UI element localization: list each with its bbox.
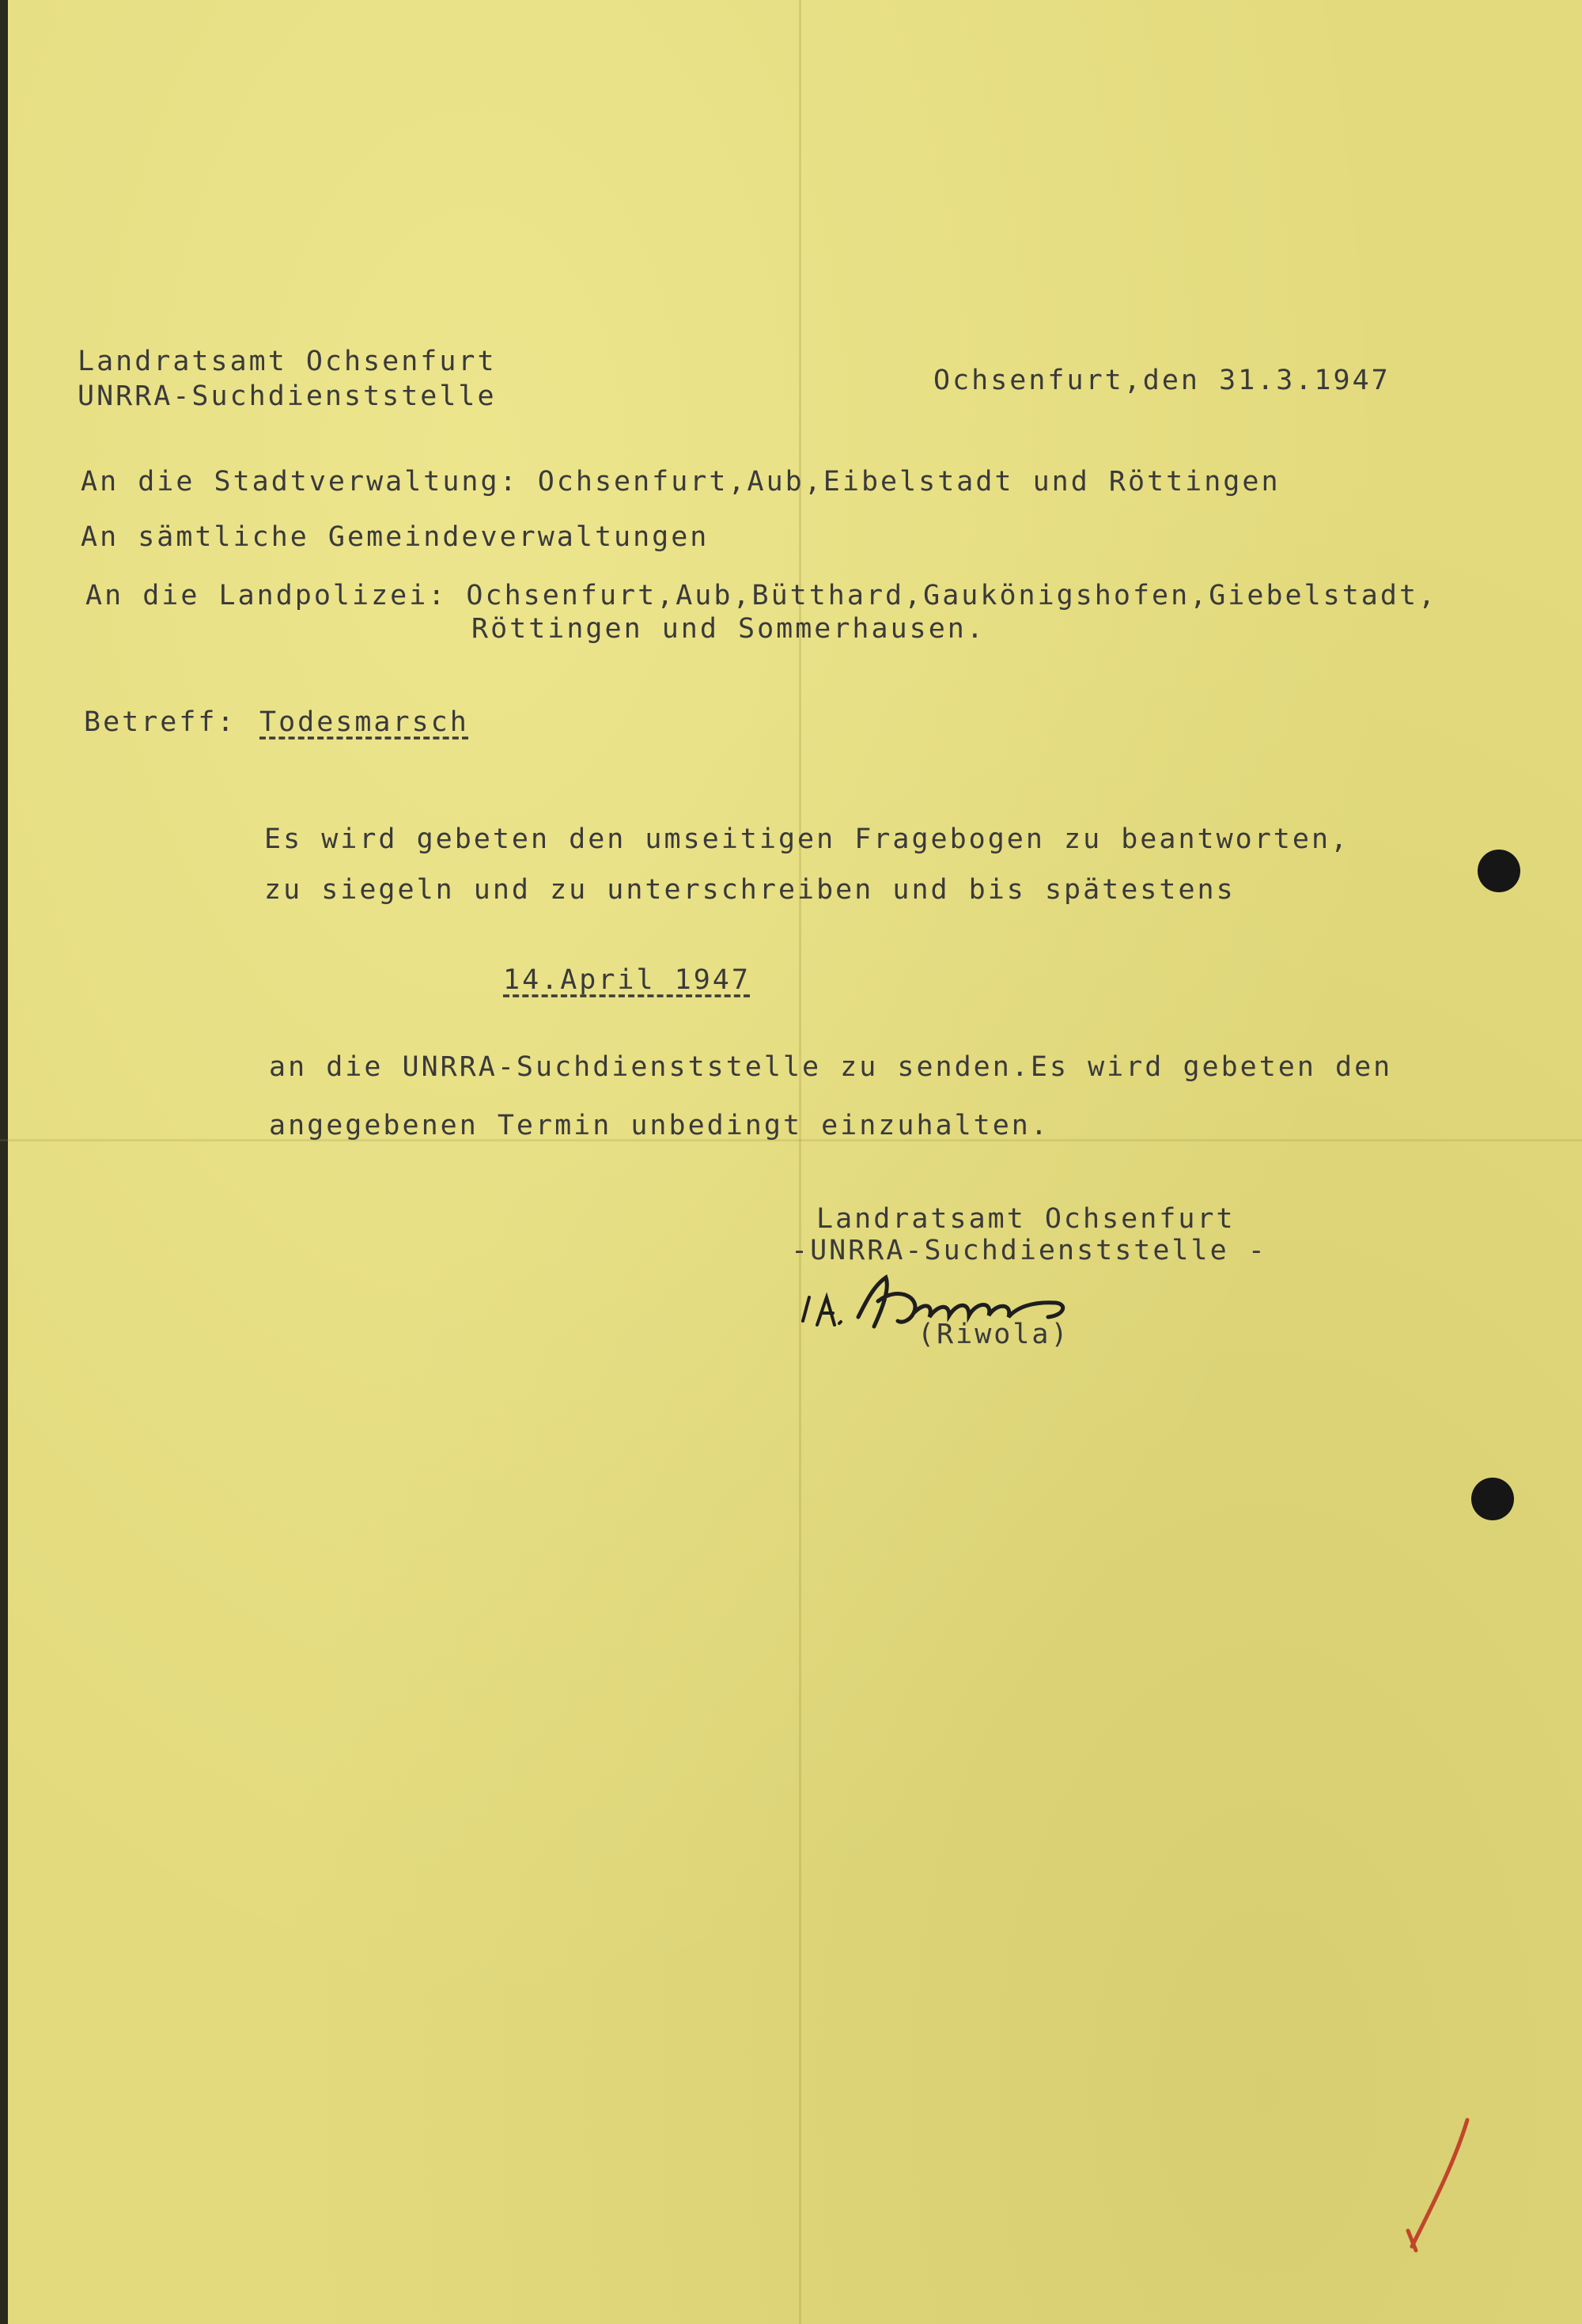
closing-office: Landratsamt Ochsenfurt	[816, 1203, 1236, 1235]
signatory-name: (Riwola)	[918, 1319, 1070, 1350]
closing-department: -UNRRA-Suchdienststelle -	[791, 1235, 1267, 1266]
recipient-municipal-administrations: An sämtliche Gemeindeverwaltungen	[81, 521, 710, 553]
vertical-fold-line	[799, 0, 801, 2324]
red-pencil-mark	[1392, 2112, 1487, 2254]
recipient-rural-police: An die Landpolizei: Ochsenfurt,Aub,Bütthard,Gaukönigshofen,Giebelstadt,	[85, 580, 1438, 611]
subject-label: Betreff:	[84, 706, 237, 738]
body-line-4: angegebenen Termin unbedingt einzuhalten.	[269, 1110, 1050, 1141]
body-line-3: an die UNRRA-Suchdienststelle zu senden.Es wird gebeten den	[269, 1051, 1393, 1083]
body-line-2: zu siegeln und zu unterschreiben und bis spätestens	[264, 874, 1236, 906]
deadline-date: 14.April 1947	[503, 964, 751, 996]
recipient-rural-police-cont: Röttingen und Sommerhausen.	[471, 613, 986, 645]
place-date: Ochsenfurt,den 31.3.1947	[933, 365, 1391, 396]
sender-office: Landratsamt Ochsenfurt	[78, 346, 497, 377]
body-line-1: Es wird gebeten den umseitigen Fragebogen zu beantworten,	[264, 823, 1350, 855]
punch-hole-bottom	[1471, 1478, 1514, 1520]
subject-value: Todesmarsch	[259, 706, 469, 738]
recipient-city-administration: An die Stadtverwaltung: Ochsenfurt,Aub,Eibelstadt und Röttingen	[81, 466, 1281, 498]
sender-department: UNRRA-Suchdienststelle	[78, 380, 497, 412]
punch-hole-top	[1478, 850, 1520, 892]
page-edge	[0, 0, 8, 2324]
